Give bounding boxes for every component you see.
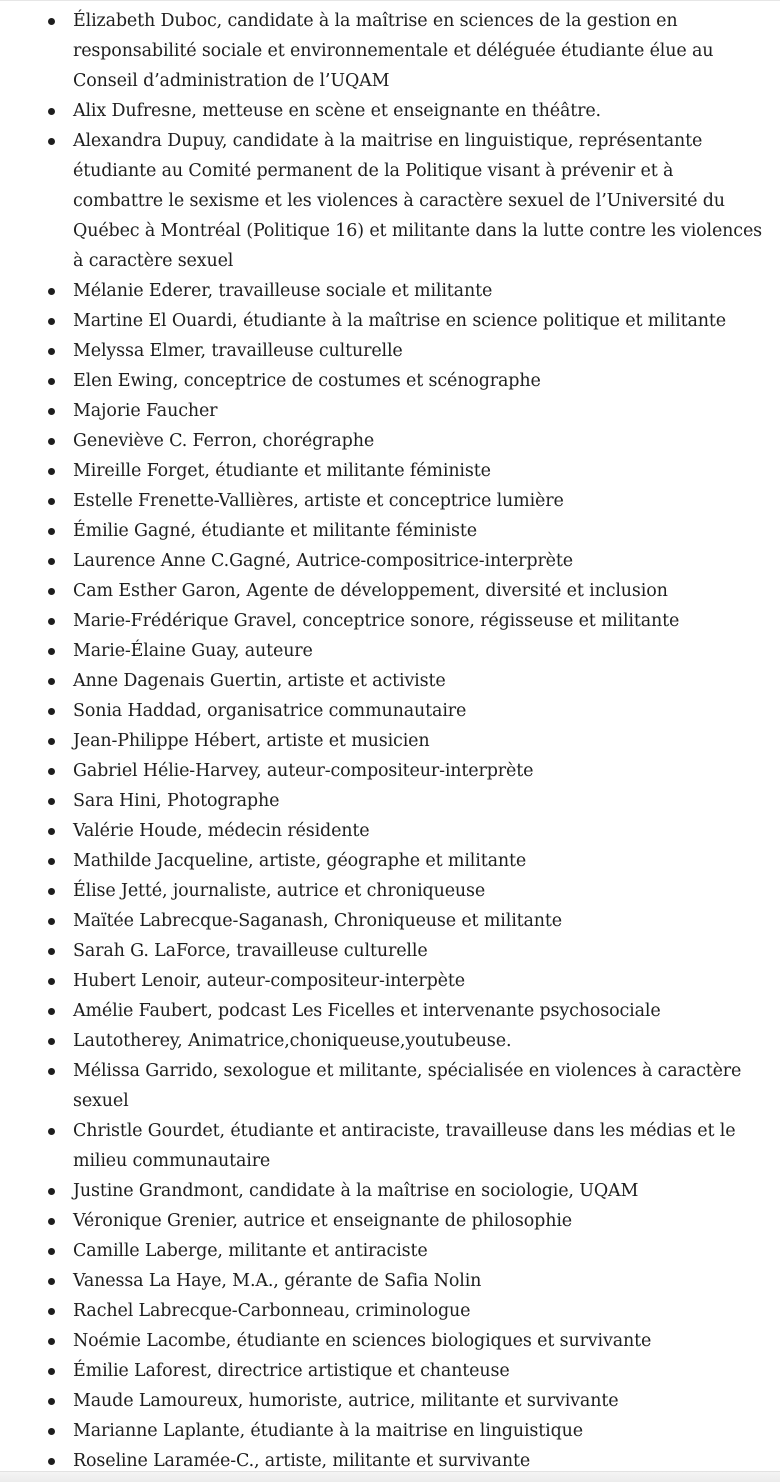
signatory-text: Estelle Frenette-Vallières, artiste et conceptrice lumière — [73, 491, 564, 511]
list-item — [0, 96, 780, 126]
signatory-text: Melyssa Elmer, travailleuse culturelle — [73, 341, 403, 361]
list-item — [0, 666, 780, 696]
signatory-text: Gabriel Hélie-Harvey, auteur-compositeur-interprète — [73, 761, 534, 781]
bullet-icon — [48, 408, 55, 415]
list-item — [0, 6, 780, 96]
signatory-text: Martine El Ouardi, étudiante à la maîtrise en science politique et militante — [73, 311, 726, 331]
signatory-text: Anne Dagenais Guertin, artiste et activiste — [73, 671, 446, 691]
signatory-text: Marianne Laplante, étudiante à la maitrise en linguistique — [73, 1421, 583, 1441]
signatory-text: Alix Dufresne, metteuse en scène et enseignante en théâtre. — [73, 101, 601, 121]
signatory-text: Hubert Lenoir, auteur-compositeur-interpète — [73, 971, 465, 991]
list-item — [0, 1416, 780, 1446]
list-item — [0, 636, 780, 666]
bullet-icon — [48, 288, 55, 295]
signatory-text: Mélissa Garrido, sexologue et militante, spécialisée en violences à caractère sexuel — [73, 1061, 742, 1111]
list-item — [0, 996, 780, 1026]
list-item — [0, 276, 780, 306]
list-item — [0, 576, 780, 606]
list-item — [0, 816, 780, 846]
signatory-text: Roseline Laramée-C., artiste, militante et survivante — [73, 1451, 531, 1471]
signatory-text: Majorie Faucher — [73, 401, 218, 421]
bullet-icon — [48, 978, 55, 985]
list-item — [0, 876, 780, 906]
list-item — [0, 1326, 780, 1356]
bullet-icon — [48, 648, 55, 655]
list-item — [0, 1296, 780, 1326]
bullet-icon — [48, 1338, 55, 1345]
signatory-text: Alexandra Dupuy, candidate à la maitrise en linguistique, représentante étudiante au Comité permanent de la Politique visant à prévenir et à combattre le sexisme et les violences à caractère sexuel de l’Université du Québec à Montréal (Politique 16) et militante dans la lutte contre les violences à caractère sexuel — [73, 131, 762, 271]
list-item — [0, 1236, 780, 1266]
signatory-text: Marie-Élaine Guay, auteure — [73, 641, 313, 661]
signatory-text: Élise Jetté, journaliste, autrice et chroniqueuse — [73, 881, 486, 901]
bullet-icon — [48, 918, 55, 925]
signatory-list — [0, 1, 780, 1476]
list-item — [0, 936, 780, 966]
list-item — [0, 1356, 780, 1386]
signatory-text: Valérie Houde, médecin résidente — [73, 821, 370, 841]
signatory-text: Mathilde Jacqueline, artiste, géographe et militante — [73, 851, 527, 871]
list-item — [0, 756, 780, 786]
bullet-icon — [48, 618, 55, 625]
bullet-icon — [48, 768, 55, 775]
signatory-text: Émilie Laforest, directrice artistique et chanteuse — [73, 1361, 510, 1381]
list-item — [0, 1056, 780, 1116]
bullet-icon — [48, 528, 55, 535]
list-item — [0, 306, 780, 336]
list-item — [0, 396, 780, 426]
bullet-icon — [48, 1248, 55, 1255]
list-item — [0, 486, 780, 516]
signatory-text: Amélie Faubert, podcast Les Ficelles et intervenante psychosociale — [73, 1001, 661, 1021]
bullet-icon — [48, 348, 55, 355]
signatory-text: Mélanie Ederer, travailleuse sociale et militante — [73, 281, 493, 301]
signatory-text: Mireille Forget, étudiante et militante féministe — [73, 461, 491, 481]
list-item — [0, 606, 780, 636]
bullet-icon — [48, 1038, 55, 1045]
list-item — [0, 1266, 780, 1296]
list-item — [0, 456, 780, 486]
bullet-icon — [48, 438, 55, 445]
bottom-divider — [0, 1471, 780, 1482]
list-item — [0, 516, 780, 546]
bullet-icon — [48, 708, 55, 715]
list-item — [0, 786, 780, 816]
list-item — [0, 1116, 780, 1176]
bullet-icon — [48, 558, 55, 565]
bullet-icon — [48, 1128, 55, 1135]
signatory-text: Camille Laberge, militante et antiraciste — [73, 1241, 428, 1261]
bullet-icon — [48, 138, 55, 145]
signatory-text: Lautotherey, Animatrice,choniqueuse,youtubeuse. — [73, 1031, 512, 1051]
list-item — [0, 906, 780, 936]
list-item — [0, 126, 780, 276]
bullet-icon — [48, 678, 55, 685]
signatory-text: Justine Grandmont, candidate à la maîtrise en sociologie, UQAM — [73, 1181, 639, 1201]
bullet-icon — [48, 468, 55, 475]
bullet-icon — [48, 1068, 55, 1075]
bullet-icon — [48, 948, 55, 955]
bullet-icon — [48, 588, 55, 595]
signatory-text: Vanessa La Haye, M.A., gérante de Safia Nolin — [73, 1271, 482, 1291]
bullet-icon — [48, 828, 55, 835]
signatory-text: Sara Hini, Photographe — [73, 791, 280, 811]
signatory-text: Marie-Frédérique Gravel, conceptrice sonore, régisseuse et militante — [73, 611, 680, 631]
signatory-text: Émilie Gagné, étudiante et militante féministe — [73, 521, 477, 541]
list-item — [0, 1026, 780, 1056]
list-item — [0, 726, 780, 756]
bullet-icon — [48, 858, 55, 865]
bullet-icon — [48, 1218, 55, 1225]
signatory-text: Maïtée Labrecque-Saganash, Chroniqueuse et militante — [73, 911, 563, 931]
bullet-icon — [48, 888, 55, 895]
signatory-text: Christle Gourdet, étudiante et antiraciste, travailleuse dans les médias et le milieu communautaire — [73, 1121, 736, 1171]
bullet-icon — [48, 738, 55, 745]
signatory-text: Maude Lamoureux, humoriste, autrice, militante et survivante — [73, 1391, 619, 1411]
signatory-text: Véronique Grenier, autrice et enseignante de philosophie — [73, 1211, 572, 1231]
bullet-icon — [48, 798, 55, 805]
signatory-text: Laurence Anne C.Gagné, Autrice-compositrice-interprète — [73, 551, 573, 571]
list-item — [0, 366, 780, 396]
list-item — [0, 336, 780, 366]
bullet-icon — [48, 18, 55, 25]
list-item — [0, 1206, 780, 1236]
signatory-text: Élizabeth Duboc, candidate à la maîtrise en sciences de la gestion en responsabilité sociale et environnementale et déléguée étudiante élue au Conseil d’administration de l’UQAM — [73, 11, 714, 91]
bullet-icon — [48, 1188, 55, 1195]
bullet-icon — [48, 1368, 55, 1375]
list-item — [0, 1386, 780, 1416]
list-item — [0, 696, 780, 726]
bullet-icon — [48, 318, 55, 325]
signatory-text: Jean-Philippe Hébert, artiste et musicien — [73, 731, 430, 751]
bullet-icon — [48, 1428, 55, 1435]
bullet-icon — [48, 378, 55, 385]
list-item — [0, 966, 780, 996]
signatory-text: Geneviève C. Ferron, chorégraphe — [73, 431, 375, 451]
list-item — [0, 1176, 780, 1206]
bullet-icon — [48, 1308, 55, 1315]
signatory-text: Rachel Labrecque-Carbonneau, criminologue — [73, 1301, 471, 1321]
signatory-text: Noémie Lacombe, étudiante en sciences biologiques et survivante — [73, 1331, 652, 1351]
signatory-text: Cam Esther Garon, Agente de développement, diversité et inclusion — [73, 581, 668, 601]
bullet-icon — [48, 1278, 55, 1285]
bullet-icon — [48, 1458, 55, 1465]
list-item — [0, 546, 780, 576]
list-item — [0, 426, 780, 456]
bullet-icon — [48, 1398, 55, 1405]
bullet-icon — [48, 498, 55, 505]
list-item — [0, 846, 780, 876]
signatory-text: Elen Ewing, conceptrice de costumes et scénographe — [73, 371, 541, 391]
bullet-icon — [48, 108, 55, 115]
signatory-text: Sonia Haddad, organisatrice communautaire — [73, 701, 467, 721]
signatory-text: Sarah G. LaForce, travailleuse culturelle — [73, 941, 428, 961]
bullet-icon — [48, 1008, 55, 1015]
